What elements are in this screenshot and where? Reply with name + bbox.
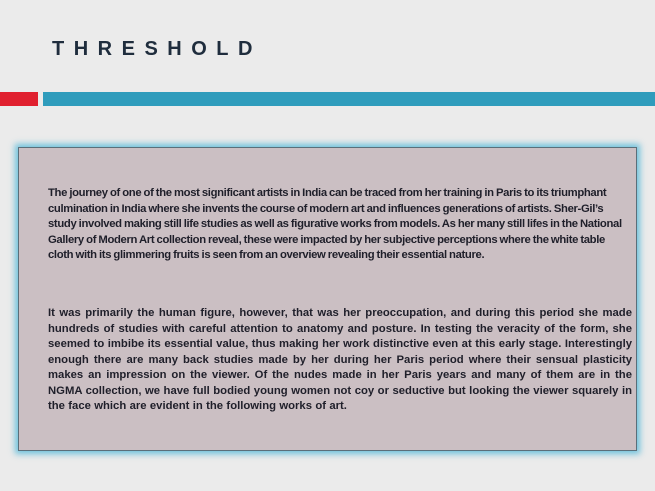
paragraph-2: It was primarily the human figure, however, that was her preoccupation, and during this period she made hundreds of studies with careful attention to anatomy and posture. In testing the veracity of the form, she seemed to imbibe its essential value, thus making her work distinctive even at this early stage. Interestingly enough there are many back studies made by her during her Paris period where their sensual plasticity makes an impression on the viewer. Of the nudes made in her Paris years and many of them are in the NGMA collection, we have full bodied young women not coy or seductive but looking the viewer squarely in the face which are evident in the following works of art. (48, 307, 632, 412)
red-accent-bar (0, 92, 38, 106)
blue-accent-bar (43, 92, 655, 106)
text-content-box (18, 147, 637, 451)
paragraph-1: The journey of one of the most significant artists in India can be traced from her training in Paris to its triumphant culmination in India where she invents the course of modern art and influences generations of artists. Sher-Gil’s study involved making still life studies as well as figurative works from models. As her many still lifes in the National Gallery of Modern Art collection reveal, these were impacted by her subjective perceptions where the white table cloth with its glimmering fruits is seen from an overview revealing their essential nature. (48, 187, 622, 261)
slide-title: THRESHOLD (52, 38, 262, 60)
